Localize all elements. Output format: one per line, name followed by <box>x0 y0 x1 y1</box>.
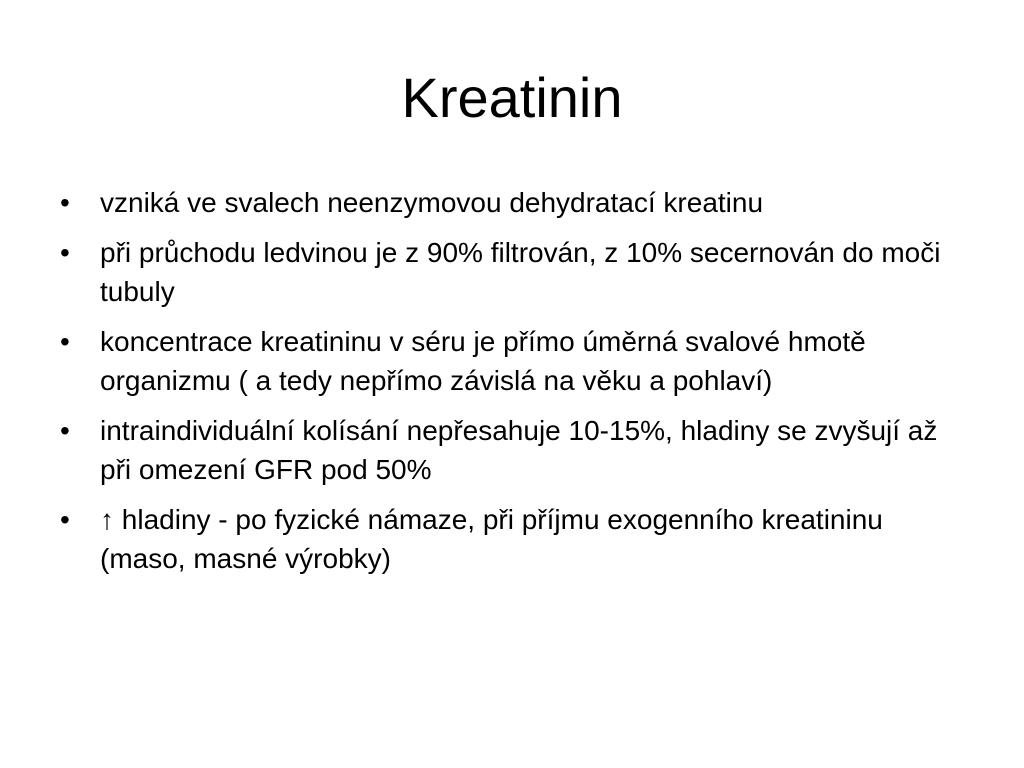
bullet-list <box>56 183 976 589</box>
bullet-item-1 <box>56 183 976 222</box>
slide-title: Kreatinin <box>401 66 623 129</box>
bullet-dot-icon: • <box>60 326 70 357</box>
bullet-item-4 <box>56 411 976 489</box>
bullet-text: koncentrace kreatininu v séru je přímo úměrná svalové hmotě organizmu ( a tedy nepřímo závislá na věku a pohlaví) <box>100 326 866 396</box>
bullet-dot-icon: • <box>60 504 70 535</box>
bullet-text: ↑ hladiny - po fyzické námaze, při příjmu exogenního kreatininu (maso, masné výrobky) <box>100 504 883 574</box>
bullet-item-3 <box>56 322 976 400</box>
bullet-dot-icon: • <box>60 237 70 268</box>
bullet-dot-icon: • <box>60 415 70 446</box>
bullet-item-2 <box>56 233 976 311</box>
bullet-text: intraindividuální kolísání nepřesahuje 10-15%, hladiny se zvyšují až při omezení GFR pod 50% <box>100 415 938 485</box>
bullet-text: vzniká ve svalech neenzymovou dehydratací kreatinu <box>100 187 764 218</box>
bullet-text: při průchodu ledvinou je z 90% filtrován, z 10% secernován do moči tubuly <box>100 237 941 307</box>
bullet-dot-icon: • <box>60 187 70 218</box>
bullet-item-5 <box>56 500 976 578</box>
